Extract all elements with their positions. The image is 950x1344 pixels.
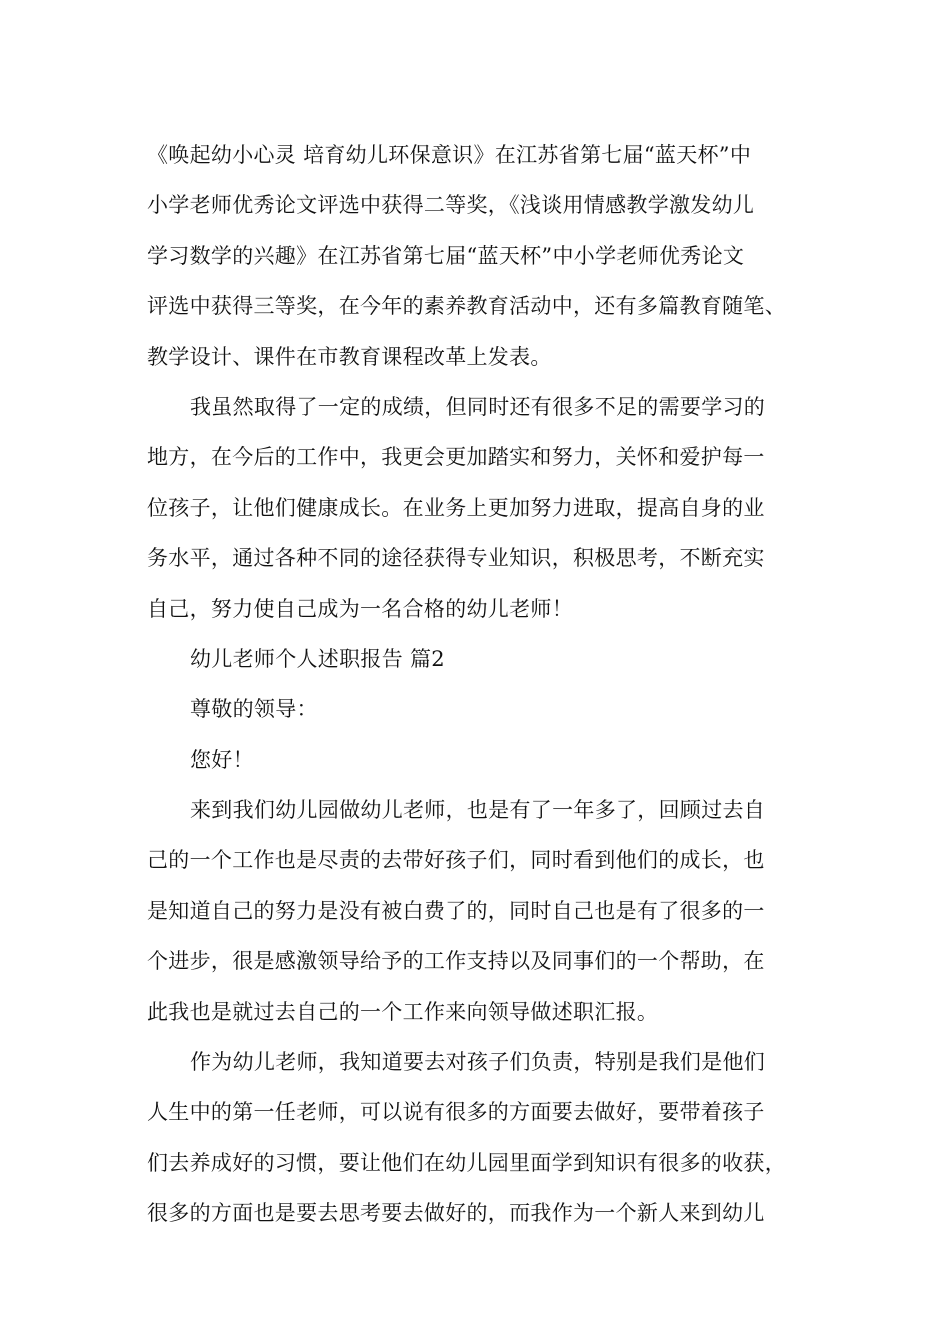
text-line: 己的一个工作也是尽责的去带好孩子们，同时看到他们的成长，也 <box>147 848 765 873</box>
text-line: 自己，努力使自己成为一名合格的幼儿老师！ <box>147 596 573 621</box>
text-line: 位孩子，让他们健康成长。在业务上更加努力进取，提高自身的业 <box>147 495 765 520</box>
text-line: 来到我们幼儿园做幼儿老师，也是有了一年多了，回顾过去自 <box>190 798 766 823</box>
text-line: 务水平，通过各种不同的途径获得专业知识，积极思考，不断充实 <box>147 546 765 571</box>
text-line: 此我也是就过去自己的一个工作来向领导做述职汇报。 <box>147 999 659 1024</box>
greeting: 您好！ <box>190 747 254 772</box>
text-line: 们去养成好的习惯，要让他们在幼儿园里面学到知识有很多的收获， <box>147 1150 786 1175</box>
text-line: 地方，在今后的工作中，我更会更加踏实和努力，关怀和爱护每一 <box>147 445 765 470</box>
text-line: 评选中获得三等奖，在今年的素养教育活动中，还有多篇教育随笔、 <box>147 294 786 319</box>
text-line: 作为幼儿老师，我知道要去对孩子们负责，特别是我们是他们 <box>190 1050 766 1075</box>
section-heading: 幼儿老师个人述职报告 篇2 <box>190 646 445 671</box>
text-line: 学习数学的兴趣》在江苏省第七届“蓝天杯”中小学老师优秀论文 <box>147 243 745 268</box>
text-line: 是知道自己的努力是没有被白费了的，同时自己也是有了很多的一 <box>147 898 765 923</box>
text-line: 《唤起幼小心灵 培育幼儿环保意识》在江苏省第七届“蓝天杯”中 <box>147 143 752 167</box>
document-body <box>147 130 829 1239</box>
text-line: 很多的方面也是要去思考要去做好的，而我作为一个新人来到幼儿 <box>147 1201 765 1226</box>
text-line: 人生中的第一任老师，可以说有很多的方面要去做好，要带着孩子 <box>147 1100 765 1125</box>
text-line: 小学老师优秀论文评选中获得二等奖，《浅谈用情感教学激发幼儿 <box>147 193 755 218</box>
text-line: 个进步，很是感激领导给予的工作支持以及同事们的一个帮助，在 <box>147 949 765 974</box>
text-line: 教学设计、课件在市教育课程改革上发表。 <box>147 344 552 369</box>
salutation: 尊敬的领导： <box>190 697 318 722</box>
text-line: 我虽然取得了一定的成绩，但同时还有很多不足的需要学习的 <box>190 394 766 419</box>
